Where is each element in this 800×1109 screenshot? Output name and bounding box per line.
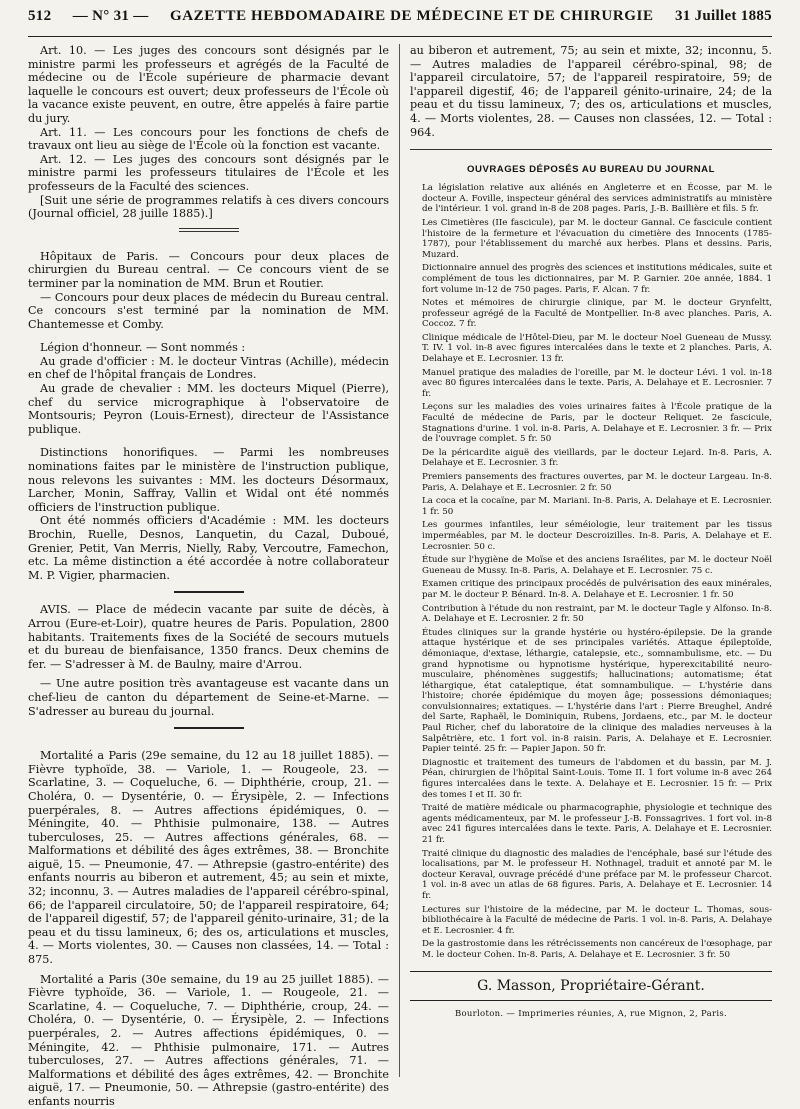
right-column <box>400 44 772 1077</box>
book-list <box>410 183 772 960</box>
avis-paragraph: AVIS. — Place de médecin vacante par suite de décès, à Arrou (Eure-et-Loir), quatre heures de Paris. Population, 2800 habitants. Traitements fixes de la Société de secours mutuels et du bureau de bienfaisance, 1350 francs. Deux chemins de fer. — S'adresser à M. de Baulny, maire d'Arrou. <box>28 603 389 671</box>
book-entry: Clinique médicale de l'Hôtel-Dieu, par M. le docteur Noel Gueneau de Mussy. T. IV. 1 vol. in-8 avec figures intercalées dans le texte et 2 planches. Paris, A. Delahaye et E. Lecrosnier. 13 fr. <box>422 332 772 365</box>
book-entry: Lectures sur l'histoire de la médecine, par M. le docteur L. Thomas, sous-bibliothécaire à la Faculté de médecine de Paris. 1 vol. in-8. Paris, A. Delahaye et E. Lecrosnier. 4 fr. <box>422 904 772 936</box>
printer-line: Bourloton. — Imprimeries réunies, A, rue Mignon, 2, Paris. <box>454 1008 728 1019</box>
mortalite-week-30: Mortalité a Paris (30e semaine, du 19 au 25 juillet 1885). — Fièvre typhoïde, 36. — Variole, 1. — Rougeole, 21. — Scarlatine, 4. — Coqueluche, 7. — Diphthérie, croup, 24. — Choléra, 0. — Dysentérie, 0. — Érysipèle, 2. — Infections puerpérales, 2. — Autres affections épidémiques, 0. — Méningite, 42. — Phthisie pulmonaire, 171. — Autres tuberculoses, 27. — Autres affections générales, 71. — Malformations et débilité des âges extrêmes, 42. — Bronchite aiguë, 17. — Pneumonie, 50. — Athrepsie (gastro-entérite) des enfants nourris <box>28 972 389 1108</box>
book-entry: Contribution à l'étude du non restraint, par M. le docteur Tagle y Alfonso. In-8. A. Delahaye et E. Lecrosnier. 2 fr. 50 <box>422 603 772 625</box>
programs-note: [Suit une série de programmes relatifs à ces divers concours (Journal officiel, 28 juille 1885).] <box>28 193 389 221</box>
book-entry: Études cliniques sur la grande hystérie ou hystéro-épilepsie. De la grande attaque hystérique et de ses principales variétés. Attaque épileptoïde, démoniaque, d'extase, léthargie, catalepsie, etc., somnambulisme, etc. — Du grand hypnotisme ou hypnotisme hystérique, hyperexcitabilité neuro-musculaire, phénomènes suggestifs; hallucinations; automatisme; état léthargique, état cataleptique, état somnambulique. — L'hystérie dans l'histoire; chorée épidémique du moyen âge; possessions démoniaques; convulsionnaires; extatiques. — L'hystérie dans l'art : Pierre Breughel, André del Sarte, Raphaël, le Dominiquin, Rubens, Jordaens, etc., par M. le docteur Paul Richer, chef du laboratoire de la clinique des maladies nerveuses à la Salpêtrière, etc. 1 fort vol. in-8 raisin. Paris, A. Delahaye et E. Lecrosnier. Papier teinté. 25 fr. — Papier Japon. 50 fr. <box>422 627 772 755</box>
issue-number: — N° 31 — <box>72 8 149 24</box>
separator <box>174 591 244 593</box>
mortalite-week-29: Mortalité a Paris (29e semaine, du 12 au 18 juillet 1885). — Fièvre typhoïde, 38. — Variole, 1. — Rougeole, 23. — Scarlatine, 3. — Coqueluche, 6. — Diphthérie, croup, 21. — Choléra, 0. — Dysentérie, 0. — Érysipèle, 2. — Infections puerpérales, 8. — Autres affections épidémiques, 0. — Méningite, 40. — Phthisie pulmonaire, 138. — Autres tuberculoses, 25. — Autres affections générales, 68. — Malformations et débilité des âges extrêmes, 38. — Bronchite aiguë, 15. — Pneumonie, 47. — Athrepsie (gastro-entérite) des enfants nourris au biberon et autrement, 45; au sein et mixte, 32; inconnu, 3. — Autres maladies de l'appareil cérébro-spinal, 66; de l'appareil circulatoire, 50; de l'appareil respiratoire, 64; de l'appareil digestif, 57; de l'appareil génito-urinaire, 31; de la peau et du tissu lamineux, 6; des os, articulations et muscles, 4. — Morts violentes, 30. — Causes non classées, 14. — Total : 875. <box>28 749 389 967</box>
article-10: Art. 10. — Les juges des concours sont désignés par le ministre parmi les professeurs et agrégés de la Faculté de médecine ou de l'École supérieure de pharmacie devant laquelle le concours est ouvert; deux professeurs de l'École où la vacance existe peuvent, en outre, être appelés à faire partie du jury. <box>28 44 389 125</box>
book-entry: De la péricardite aiguë des vieillards, par le docteur Lejard. In-8. Paris, A. Delahaye et E. Lecrosnier. 3 fr. <box>422 447 772 469</box>
hopitaux-paragraph: Hôpitaux de Paris. — Concours pour deux places de chirurgien du Bureau central. — Ce concours vient de se terminer par la nomination de MM. Brun et Routier. <box>28 249 389 290</box>
issue-date: 31 Juillet 1885 <box>674 8 772 24</box>
book-entry: Dictionnaire annuel des progrès des sciences et institutions médicales, suite et complément de tous les dictionnaires, par M. P. Garnier. 20e année, 1884. 1 fort volume in-12 de 750 pages. Paris, F. Alcan. 7 fr. <box>422 263 772 295</box>
book-entry: Les Cimetières (IIe fascicule), par M. le docteur Gannal. Ce fascicule contient l'histoire de la fermeture et l'évacuation du cimetière des Innocents (1785-1787), pour l'établissement du marché aux herbes. Plans et dessins. Paris, Muzard. <box>422 217 772 260</box>
separator <box>174 727 244 729</box>
autre-position-paragraph: — Une autre position très avantageuse est vacante dans un chef-lieu de canton du département de Seine-et-Marne. — S'adresser au bureau du journal. <box>28 677 389 718</box>
mortalite-continuation: au biberon et autrement, 75; au sein et mixte, 32; inconnu, 5. — Autres maladies de l'appareil cérébro-spinal, 98; de l'appareil circulatoire, 57; de l'appareil respiratoire, 59; de l'appareil digestif, 46; de l'appareil génito-urinaire, 24; de la peau et du tissu lamineux, 7; des os, articulations et muscles, 4. — Morts violentes, 28. — Causes non classées, 12. — Total : 964. <box>410 44 772 139</box>
book-entry: Leçons sur les maladies des voies urinaires faites à l'École pratique de la Faculté de médecine de Paris, par le docteur Reliquet. 2e fascicule, Stagnations d'urine. 1 vol. in-8. Paris, A. Delahaye et E. Lecrosnier. 3 fr. — Prix de l'ouvrage complet. 5 fr. 50 <box>422 402 772 445</box>
book-entry: Traité clinique du diagnostic des maladies de l'encéphale, basé sur l'étude des localisations, par M. le professeur H. Nothnagel, traduit et annoté par M. le docteur Keraval, ouvrage précédé d'une préface par M. le professeur Charcot. 1 vol. in-8 avec un atlas de 68 figures. Paris, A. Delahaye et E. Lecrosnier. 14 fr. <box>422 848 772 901</box>
left-column <box>28 44 400 1108</box>
distinctions-paragraph: Distinctions honorifiques. — Parmi les nombreuses nominations faites par le ministère de l'instruction publique, nous relevons les suivantes : MM. les docteurs Désormaux, Larcher, Monin, Saffray, Vallin et Widal ont été nommés officiers de l'instruction publique. <box>28 446 389 514</box>
concours-medecin-paragraph: — Concours pour deux places de médecin du Bureau central. Ce concours s'est terminé par la nomination de MM. Chantemesse et Comby. <box>28 290 389 331</box>
publisher-signature: G. Masson, Propriétaire-Gérant. <box>410 971 772 1001</box>
book-entry: Examen critique des principaux procédés de pulvérisation des eaux minérales, par M. le docteur P. Bénard. In-8. A. Delahaye et E. Lecrosnier. 1 fr. 50 <box>422 579 772 600</box>
book-entry: Traité de matière médicale ou pharmacographie, physiologie et technique des agents médicamenteux, par M. le professeur J.-B. Fonssagrives. 1 fort vol. in-8 avec 241 figures intercalées dans le texte. Paris, A. Delahaye et E. Lecrosnier. 21 fr. <box>422 803 772 845</box>
separator <box>179 228 239 232</box>
book-entry: Étude sur l'hygiène de Moïse et des anciens Israélites, par M. le docteur Noël Gueneau de Mussy. In-8. Paris, A. Delahaye et E. Lecrosnier. 75 c. <box>422 555 772 576</box>
book-entry: Notes et mémoires de chirurgie clinique, par M. le docteur Grynfeltt, professeur agrégé de la Faculté de Montpellier. In-8 avec planches. Paris, A. Coccoz. 7 fr. <box>422 298 772 330</box>
article-12: Art. 12. — Les juges des concours sont désignés par le ministre parmi les professeurs titulaires de l'École et les professeurs de la Faculté des sciences. <box>28 152 389 193</box>
separator <box>410 149 772 150</box>
page-header <box>28 8 772 37</box>
book-entry: Premiers pansements des fractures ouvertes, par M. le docteur Largeau. In-8. Paris, A. Delahaye et E. Lecrosnier. 2 fr. 50 <box>422 472 772 493</box>
legion-officier: Au grade d'officier : M. le docteur Vintras (Achille), médecin en chef de l'hôpital français de Londres. <box>28 354 389 382</box>
page-number: 512 <box>28 8 52 24</box>
legion-honneur-heading: Légion d'honneur. — Sont nommés : <box>40 341 246 355</box>
book-entry: De la gastrostomie dans les rétrécissements non cancéreux de l'œsophage, par M. le docteur Cohen. In-8. Paris, A. Delahaye et E. Lecrosnier. 3 fr. 50 <box>422 939 772 960</box>
book-entry: La coca et la cocaïne, par M. Mariani. In-8. Paris, A. Delahaye et E. Lecrosnier. 1 fr. 50 <box>422 496 772 517</box>
columns <box>28 44 772 1108</box>
book-entry: La législation relative aux aliénés en Angleterre et en Écosse, par M. le docteur A. Foville, inspecteur général des services administratifs au ministère de l'intérieur. 1 vol. grand in-8 de 208 pages. Paris, J.-B. Baillière et fils. 5 fr. <box>422 183 772 215</box>
article-11: Art. 11. — Les concours pour les fonctions de chefs de travaux ont lieu au siège de l'École où la fonction est vacante. <box>28 125 389 153</box>
legion-chevalier: Au grade de chevalier : MM. les docteurs Miquel (Pierre), chef du service micrographique à l'observatoire de Montsouris; Peyron (Louis-Ernest), directeur de l'Assistance publique. <box>28 382 389 436</box>
journal-title: GAZETTE HEBDOMADAIRE DE MÉDECINE ET DE CHIRURGIE <box>169 8 654 24</box>
officiers-academie-paragraph: Ont été nommés officiers d'Académie : MM. les docteurs Brochin, Ruelle, Desnos, Lanquetin, du Cazal, Duboué, Grenier, Petit, Van Merris, Nielly, Raby, Vercoutre, Famechon, etc. La même distinction a été accordée à notre collaborateur M. P. Vigier, pharmacien. <box>28 514 389 582</box>
book-entry: Diagnostic et traitement des tumeurs de l'abdomen et du bassin, par M. J. Péan, chirurgien de l'hôpital Saint-Louis. Tome II. 1 fort volume in-8 avec 264 figures intercalées dans le texte. A. Delahaye et E. Lecrosnier. 15 fr. — Prix des tomes I et II. 30 fr. <box>422 757 772 800</box>
section-title: OUVRAGES DÉPOSÉS AU BUREAU DU JOURNAL <box>467 164 715 176</box>
book-entry: Les gourmes infantiles, leur séméiologie, leur traitement par les tissus imperméables, par M. le docteur Descroizilles. In-8. Paris, A. Delahaye et E. Lecrosnier. 50 c. <box>422 520 772 552</box>
book-entry: Manuel pratique des maladies de l'oreille, par M. le docteur Lévi. 1 vol. in-18 avec 80 figures intercalées dans le texte. Paris, A. Delahaye et E. Lecrosnier. 7 fr. <box>422 367 772 399</box>
